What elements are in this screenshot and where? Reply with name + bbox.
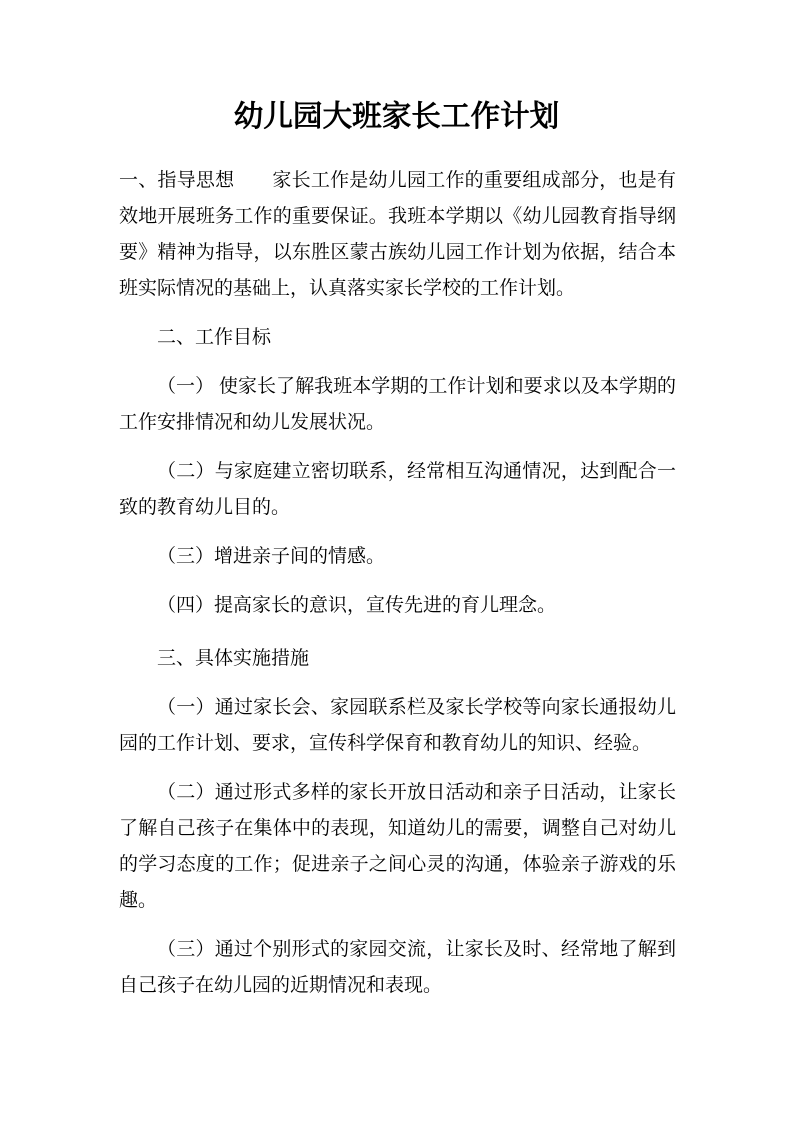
goal-item [119,538,676,574]
goal-item [119,453,676,525]
item-text: 增进亲子间的情感。 [214,545,386,567]
section-implementation-measures [119,640,676,1003]
measure-item [119,774,676,918]
item-text: 与家庭建立密切联系，经常相互沟通情况，达到配合一致的教育幼儿目的。 [119,460,676,518]
item-marker: （二） [157,781,215,803]
item-marker: （四） [157,594,215,616]
document-title: 幼儿园大班家长工作计划 [233,98,560,133]
item-text: 通过个别形式的家园交流，让家长及时、经常地了解到自己孩子在幼儿园的近期情况和表现。 [119,938,676,996]
section-heading: 二、工作目标 [157,326,272,348]
section-work-goals [119,319,676,623]
section-heading: 三、具体实施措施 [157,647,310,669]
section-heading: 一、指导思想 [119,169,235,191]
measure-item [119,931,676,1003]
item-text: 使家长了解我班本学期的工作计划和要求以及本学期的工作安排情况和幼儿发展状况。 [119,375,676,433]
item-marker: （一） [157,375,215,397]
document-body [119,162,676,1016]
goal-item [119,368,676,440]
item-marker: （一） [157,696,215,718]
section-body-text: 家长工作是幼儿园工作的重要组成部分，也是有效地开展班务工作的重要保证。我班本学期以《幼儿园教育指导纲要》精神为指导，以东胜区蒙古族幼儿园工作计划为依据，结合本班实际情况的基础上，认真落实家长学校的工作计划。 [119,169,676,299]
section-paragraph [119,162,676,306]
item-marker: （三） [157,938,215,960]
item-marker: （二） [157,460,215,482]
item-text: 提高家长的意识，宣传先进的育儿理念。 [214,594,557,616]
goal-item [119,587,676,623]
item-marker: （三） [157,545,215,567]
section-guiding-ideology [119,162,676,306]
item-text: 通过形式多样的家长开放日活动和亲子日活动，让家长了解自己孩子在集体中的表现，知道幼儿的需要，调整自己对幼儿的学习态度的工作；促进亲子之间心灵的沟通，体验亲子游戏的乐趣。 [119,781,676,911]
measure-item [119,689,676,761]
item-text: 通过家长会、家园联系栏及家长学校等向家长通报幼儿园的工作计划、要求，宣传科学保育和教育幼儿的知识、经验。 [119,696,676,754]
